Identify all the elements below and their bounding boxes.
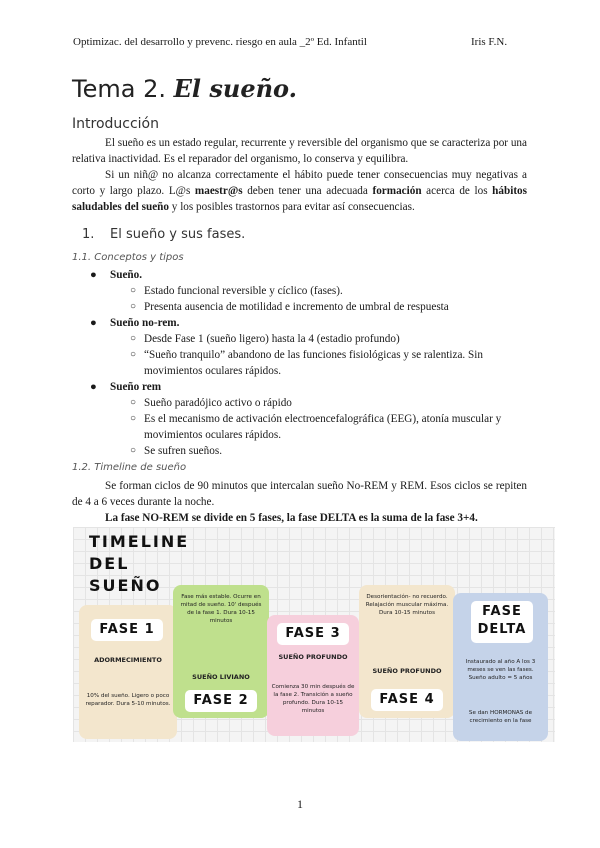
list-item: ○ Estado funcional reversible y cíclico (fases). [130, 285, 343, 297]
concepts-list [72, 267, 532, 459]
list-item: ○ Desde Fase 1 (sueño ligero) hasta la 4 (estadio profundo) [130, 333, 400, 345]
intro-paragraph-2: Si un niñ@ no alcanza correctamente el hábito puede tener consecuencias muy negativas a corto y largo plazo. L@s maestr@s deben tener una adecuada formación acerca de los hábitos saludables del sueño y los posibles trastornos para evitar así consecuencias. [72, 169, 527, 213]
list-item: ● Sueño rem ○ Sueño paradójico activo o rápido ○ Es el mecanismo de activación electroencefalográfica (EEG), atonía muscular y movimientos oculares rápidos. ○ Se sufren sueños. [72, 379, 532, 459]
list-item: ○ Es el mecanismo de activación electroencefalográfica (EEG), atonía muscular y movimientos oculares rápidos. [130, 413, 502, 441]
title-italic: El sueño. [173, 74, 297, 103]
section-title: El sueño y sus fases. [110, 227, 246, 242]
fase2-label: SUEÑO LIVIANO [192, 673, 250, 681]
section-number: 1. [82, 227, 95, 242]
list-item: ● Sueño no-rem. ○ Desde Fase 1 (sueño ligero) hasta la 4 (estadio profundo) ○ “Sueño tranquilo” abandono de las funciones fisiológicas y se ralentiza. Sin movimientos oculares rápidos. [72, 315, 532, 379]
header-course: Optimizac. del desarrollo y prevenc. riesgo en aula _2º Ed. Infantil [73, 36, 367, 48]
fase4-label: SUEÑO PROFUNDO [372, 667, 442, 675]
fase2-title: FASE 2 [185, 690, 257, 712]
page-title [72, 74, 297, 103]
fase4-text: Desorientación- no recuerdo. Relajación muscular máxima. Dura 10-15 minutos [365, 594, 449, 616]
subheading-concepts: 1.1. Conceptos y tipos [72, 252, 184, 263]
timeline-title: TIMELINE DEL SUEÑO [89, 532, 190, 595]
list-item: ○ Se sufren sueños. [130, 445, 222, 457]
fase4-title: FASE 4 [371, 689, 443, 711]
intro-paragraph-1: El sueño es un estado regular, recurrente y reversible del organismo que se caracteriza por una relativa inactividad. Es el reparador del organismo, lo conserva y equilibra. [72, 137, 527, 165]
fase3-label: SUEÑO PROFUNDO [278, 653, 348, 661]
fase1-text: 10% del sueño. Ligero o poco reparador. Dura 5-10 minutos. [85, 693, 171, 707]
fase3-text: Comienza 30 min después de la fase 2. Transición a sueño profundo. Dura 10-15 minutos [271, 684, 355, 714]
list-item: ○ Presenta ausencia de motilidad e incremento de umbral de respuesta [130, 301, 449, 313]
list-item: ○ “Sueño tranquilo” abandono de las funciones fisiológicas y se ralentiza. Sin movimientos oculares rápidos. [130, 349, 483, 377]
fase1-title: FASE 1 [91, 619, 163, 641]
timeline-bold-note: La fase NO-REM se divide en 5 fases, la fase DELTA es la suma de la fase 3+4. [105, 512, 478, 524]
intro-heading: Introducción [72, 116, 159, 132]
list-item: ○ Sueño paradójico activo o rápido [130, 397, 292, 409]
timeline-infographic [73, 527, 555, 742]
fase2-text: Fase más estable. Ocurre en mitad de sueño. 10' después de la fase 1. Dura 10-15 minutos [180, 594, 262, 624]
fase1-label: ADORMECIMIENTO [94, 656, 162, 664]
delta-title: FASE DELTA [471, 601, 533, 643]
subheading-timeline: 1.2. Timeline de sueño [72, 462, 187, 473]
page-number: 1 [297, 797, 303, 811]
fase3-title: FASE 3 [277, 623, 349, 645]
title-prefix: Tema 2. [72, 75, 166, 103]
delta-hormones-text: Se dan HORMONAS de crecimiento en la fase [468, 710, 533, 724]
header-author: Iris F.N. [471, 36, 508, 48]
list-item: ● Sueño. ○ Estado funcional reversible y cíclico (fases). ○ Presenta ausencia de motilidad e incremento de umbral de respuesta [72, 267, 532, 315]
timeline-paragraph: Se forman ciclos de 90 minutos que intercalan sueño No-REM y REM. Esos ciclos se repiten de 4 a 6 veces durante la noche. [72, 480, 527, 508]
section-heading [82, 227, 245, 242]
delta-text: Instaurado al año A los 3 meses se ven las fases. Sueño adulto = 5 años [465, 659, 536, 681]
